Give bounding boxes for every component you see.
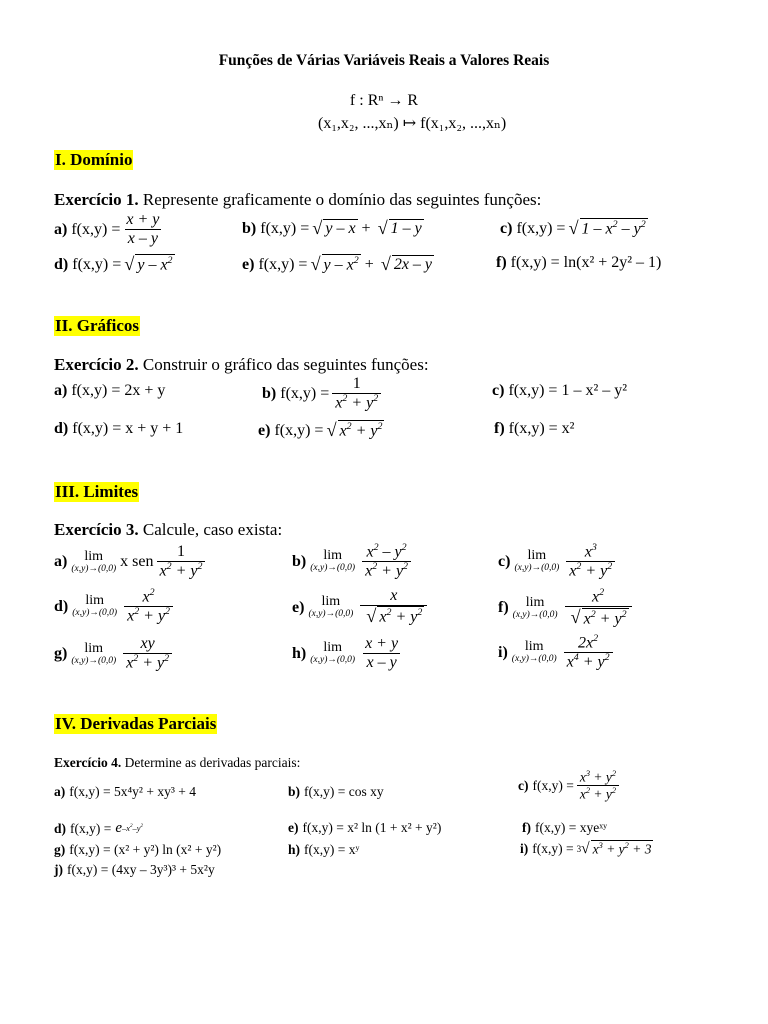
- item-label: b): [292, 552, 307, 570]
- ex4-item-b: [288, 784, 384, 800]
- ex1-item-a: a) f(x,y) = $\frac{x + y}{x - y}$: [54, 212, 165, 247]
- item-label: a): [54, 784, 66, 799]
- ex1-item-c: c) f(x,y) = √ $1 - x^2 - y^2$: [500, 218, 646, 238]
- item-formula: f(x,y) = x² ln (1 + x² + y²): [302, 820, 442, 835]
- ex3-item-a: [54, 544, 208, 580]
- limit-operator: lim (x,y)→(0,0): [310, 640, 356, 666]
- fraction: $\frac{x^3 + y^2}{x^2 + y^2}$: [577, 770, 619, 802]
- ex3-item-d: [54, 588, 176, 625]
- fraction: $\frac{x^2}{x^2 + y^2}$: [124, 588, 173, 625]
- item-label: d): [54, 597, 69, 615]
- exercise-text: Calcule, caso exista:: [138, 520, 283, 539]
- section-heading-graficos: II. Gráficos: [55, 316, 140, 335]
- limit-operator: lim (x,y)→(0,0): [72, 593, 118, 619]
- section-heading-dominio: I. Domínio: [55, 150, 133, 169]
- item-label: j): [54, 862, 63, 877]
- fraction: $\frac{x + y}{x - y}$: [365, 635, 399, 671]
- ex4-item-i: i) f(x,y) = 3 √ $x^3 + y^2 + 3$: [520, 840, 652, 857]
- item-formula: f(x,y) = xʸ: [304, 842, 360, 857]
- item-label: b): [288, 784, 301, 799]
- fraction: $\frac{1}{x^2 + y^2}$: [332, 376, 381, 412]
- fraction: $\frac{x^3}{x^2 + y^2}$: [566, 543, 615, 580]
- item-label: g): [54, 644, 68, 662]
- item-label: e): [242, 255, 255, 273]
- exercise-label: Exercício 2.: [54, 355, 139, 374]
- fraction: $\frac{x^2}{√ x^2 + y^2}$: [565, 588, 632, 629]
- exercise-label: Exercício 3.: [54, 520, 139, 539]
- ex2-item-c: [492, 382, 627, 400]
- item-formula: f(x,y) = 1 – x² – y²: [508, 382, 628, 399]
- fraction: $\frac{x^2 - y^2}{x^2 + y^2}$: [362, 543, 411, 580]
- ex3-item-e: [292, 588, 430, 627]
- item-label: a): [54, 382, 68, 399]
- ex4-item-a: [54, 784, 196, 800]
- item-label: c): [492, 382, 505, 399]
- ex4-item-h: [288, 842, 360, 858]
- fraction: $\frac{xy}{x^2 + y^2}$: [123, 636, 172, 672]
- item-label: f): [496, 254, 507, 271]
- ex2-item-b: b) f(x,y) = $\frac{1}{x^2 + y^2}$: [262, 376, 384, 412]
- exercise-text: Represente graficamente o domínio das seguintes funções:: [138, 190, 542, 209]
- ex3-item-b: [292, 543, 414, 580]
- ex1-item-d: d) f(x,y) = √ y – $x^2$: [54, 254, 173, 274]
- item-label: h): [288, 842, 301, 857]
- ex4-item-e: [288, 820, 441, 836]
- ex1-item-e: e) f(x,y) = √ y – $x^2$ + √ 2x – y: [242, 254, 433, 274]
- fraction: $\frac{x + y}{x - y}$: [126, 211, 160, 247]
- ex4-item-c: c) f(x,y) = $\frac{x^3 + y^2}{x^2 + y^2}$: [518, 770, 622, 802]
- ex4-item-d: d) f(x,y) = e $-x^2-y^2$: [54, 820, 144, 836]
- ex2-item-f: [494, 420, 574, 438]
- fraction: $\frac{1}{x^2 + y^2}$: [157, 544, 206, 580]
- item-label: f): [494, 420, 505, 437]
- item-label: d): [54, 255, 69, 273]
- item-label: b): [262, 384, 277, 402]
- exercise-4-statement: [54, 755, 300, 771]
- item-label: h): [292, 644, 307, 662]
- item-formula: f(x,y) = ln(x² + 2y² – 1): [510, 254, 662, 271]
- item-label: e): [258, 421, 271, 439]
- item-label: f): [498, 599, 509, 617]
- item-label: c): [518, 778, 529, 793]
- section-heading-derivadas-parciais: IV. Derivadas Parciais: [55, 714, 217, 733]
- item-formula: f(x,y) = x²: [508, 420, 575, 437]
- section-heading-limites: III. Limites: [55, 482, 139, 501]
- exercise-text: Determine as derivadas parciais:: [121, 755, 301, 770]
- item-prefix: x sen: [120, 552, 154, 570]
- item-label: c): [500, 219, 513, 237]
- exercise-3-statement: [54, 520, 282, 540]
- exercise-label: Exercício 1.: [54, 190, 139, 209]
- item-label: e): [292, 598, 305, 616]
- item-label: a): [54, 552, 68, 570]
- ex4-item-g: [54, 842, 221, 858]
- ex3-item-f: [498, 588, 635, 629]
- limit-operator: lim (x,y)→(0,0): [71, 640, 117, 666]
- limit-operator: lim (x,y)→(0,0): [71, 548, 117, 574]
- item-label: c): [498, 552, 511, 570]
- ex2-item-d: [54, 420, 183, 438]
- item-label: d): [54, 820, 67, 836]
- exercise-text: Construir o gráfico das seguintes funções:: [138, 355, 429, 374]
- item-label: i): [498, 643, 508, 661]
- limit-operator: lim (x,y)→(0,0): [310, 548, 356, 574]
- item-formula: f(x,y) = cos xy: [304, 784, 384, 799]
- ex1-item-f: [496, 254, 661, 272]
- item-formula: f(x,y) = xyeˣʸ: [535, 820, 608, 835]
- item-formula: f(x,y) = 5x⁴y² + xy³ + 4: [69, 784, 197, 799]
- ex1-item-b: b) f(x,y) = √ y – x + √ 1 – y: [242, 218, 422, 238]
- ex3-item-g: [54, 636, 175, 672]
- item-label: a): [54, 220, 68, 238]
- exercise-label: Exercício 4.: [54, 755, 122, 770]
- item-formula: f(x,y) = 2x + y: [71, 382, 166, 399]
- ex3-item-h: [292, 636, 404, 671]
- mapping-line-1: f : Rⁿ → R: [349, 92, 419, 109]
- exercise-2-statement: [54, 355, 429, 375]
- item-label: g): [54, 842, 66, 857]
- exercise-1-statement: [54, 190, 541, 210]
- item-label: d): [54, 420, 69, 437]
- page-title: Funções de Várias Variáveis Reais a Valores Reais: [218, 52, 550, 69]
- item-formula: f(x,y) = x + y + 1: [72, 420, 184, 437]
- item-formula: f(x,y) = (x² + y²) ln (x² + y²): [69, 842, 222, 857]
- ex4-item-f: [522, 820, 607, 836]
- item-label: i): [520, 841, 529, 856]
- limit-operator: lim (x,y)→(0,0): [512, 595, 558, 621]
- ex4-item-j: [54, 862, 215, 878]
- ex2-item-a: [54, 382, 165, 400]
- fraction: $\frac{x}{√ x^2 + y^2}$: [360, 588, 427, 627]
- ex3-item-c: [498, 543, 618, 580]
- ex3-item-i: [498, 634, 616, 671]
- limit-operator: lim (x,y)→(0,0): [514, 548, 560, 574]
- item-label: e): [288, 820, 299, 835]
- item-formula: f(x,y) = (4xy – 3y³)³ + 5x²y: [67, 862, 215, 877]
- limit-operator: lim (x,y)→(0,0): [308, 594, 354, 620]
- ex2-item-e: e) f(x,y) = √ $x^2 + y^2$: [258, 420, 383, 440]
- limit-operator: lim (x,y)→(0,0): [511, 639, 557, 665]
- item-label: b): [242, 219, 257, 237]
- mapping-line-2: (x₁,x₂, ...,xₙ) ↦ f(x₁,x₂, ...,xₙ): [318, 115, 507, 132]
- fraction: $\frac{2x^2}{x^4 + y^2}$: [564, 634, 613, 671]
- item-label: f): [522, 820, 531, 835]
